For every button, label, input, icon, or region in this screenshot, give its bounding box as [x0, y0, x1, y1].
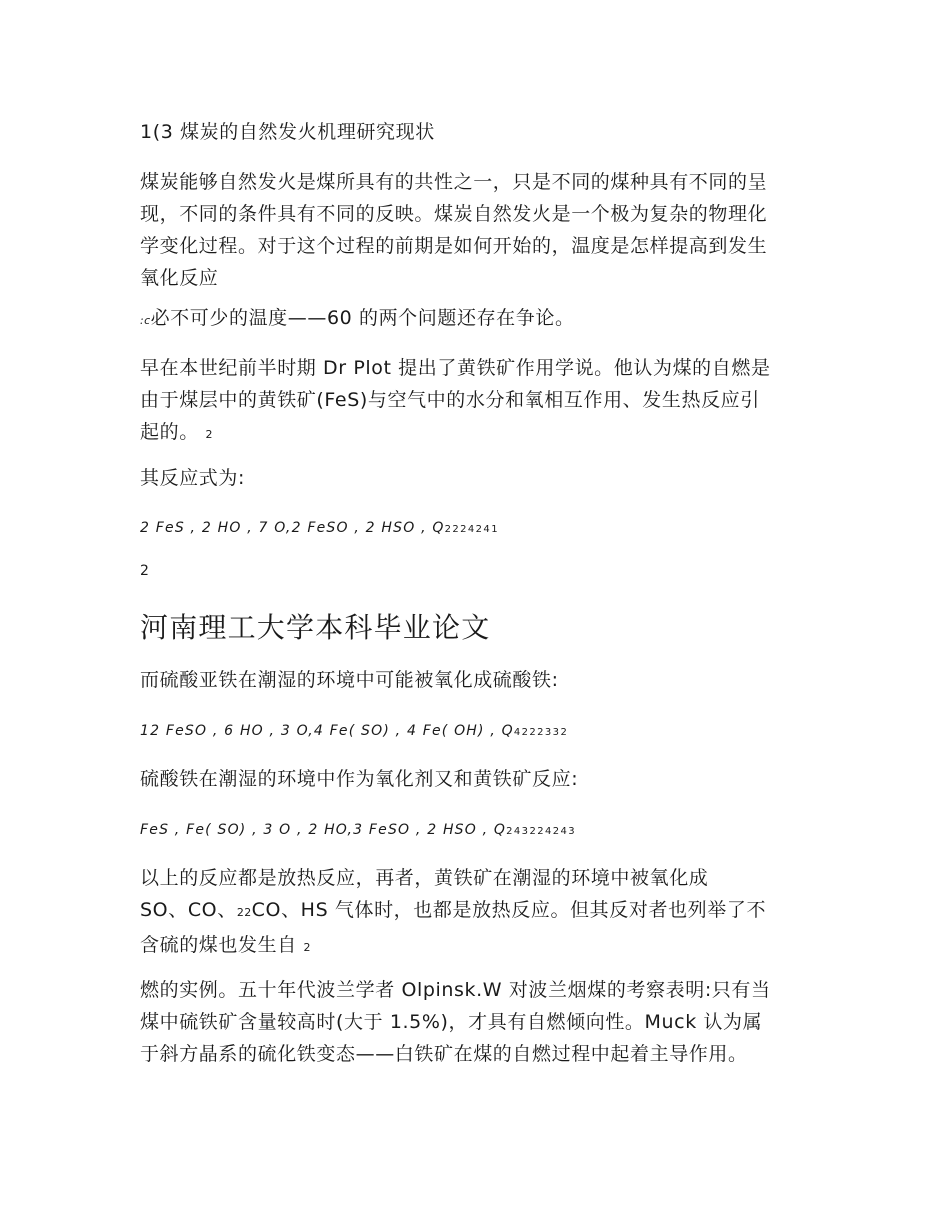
paragraph-line: 以上的反应都是放热反应，再者，黄铁矿在潮湿的环境中被氧化成 — [140, 867, 709, 889]
page-header-title: 河南理工大学本科毕业论文 — [140, 611, 491, 644]
paragraph-line: 煤中硫铁矿含量较高时(大于 1.5%)，才具有自燃倾向性。Muck 认为属 — [140, 1011, 763, 1033]
paragraph-2 — [140, 302, 820, 337]
equation-subscripts: 243224243 — [506, 826, 577, 837]
paragraph-line: 起的。 — [140, 421, 199, 443]
paragraph-1 — [140, 166, 820, 294]
equation-2 — [140, 723, 820, 739]
paragraph-line: 由于煤层中的黄铁矿(FeS)与空气中的水分和氧相互作用、发生热反应引 — [140, 389, 760, 411]
paragraph-3 — [140, 352, 820, 451]
paragraph-6: 硫酸铁在潮湿的环境中作为氧化剂又和黄铁矿反应: — [140, 768, 579, 790]
paragraph-line: 早在本世纪前半时期 Dr Plot 提出了黄铁矿作用学说。他认为煤的自燃是 — [140, 357, 771, 379]
section-title: 1(3 煤炭的自然发火机理研究现状 — [140, 121, 435, 143]
equation-subscripts: 2224241 — [444, 524, 499, 535]
subscript-text: 22 — [236, 906, 252, 919]
paragraph-line: 学变化过程。对于这个过程的前期是如何开始的，温度是怎样提高到发生 — [140, 235, 768, 257]
paragraph-5: 而硫酸亚铁在潮湿的环境中可能被氧化成硫酸铁: — [140, 669, 559, 691]
paragraph-text: 含硫的煤也发生自 — [140, 934, 297, 956]
paragraph-7 — [140, 862, 820, 964]
page-number: 2 — [140, 563, 149, 579]
paragraph-line: 氧化反应 — [140, 267, 219, 289]
paragraph-text: CO、HS 气体时，也都是放热反应。但其反对者也列举了不 — [251, 899, 767, 921]
inline-prefix: :c — [140, 314, 151, 327]
equation-subscripts: 4222332 — [513, 727, 569, 738]
paragraph-line: 燃的实例。五十年代波兰学者 Olpinsk.W 对波兰烟煤的考察表明:只有当 — [140, 979, 771, 1001]
subscript-text: 2 — [303, 941, 311, 954]
paragraph-line: 现，不同的条件具有不同的反映。煤炭自然发火是一个极为复杂的物理化 — [140, 203, 768, 225]
equation-main: 2 FeS , 2 HO , 7 O,2 FeSO , 2 HSO , Q — [140, 520, 445, 536]
paragraph-line: 于斜方晶系的硫化铁变态——白铁矿在煤的自燃过程中起着主导作用。 — [140, 1043, 748, 1065]
paragraph-line: 煤炭能够自然发火是煤所具有的共性之一，只是不同的煤种具有不同的呈 — [140, 171, 768, 193]
equation-3 — [140, 822, 820, 838]
paragraph-4: 其反应式为: — [140, 467, 246, 489]
footnote-marker: 2 — [205, 428, 213, 441]
equation-main: 12 FeSO , 6 HO , 3 O,4 Fe( SO) , 4 Fe( OH) , Q — [140, 723, 514, 739]
equation-main: FeS , Fe( SO) , 3 O , 2 HO,3 FeSO , 2 HSO , Q — [140, 822, 507, 838]
equation-1 — [140, 520, 820, 536]
paragraph-8 — [140, 974, 820, 1070]
paragraph-text: 必不可少的温度——60 的两个问题还存在争论。 — [150, 307, 575, 329]
paragraph-text: SO、CO、 — [140, 899, 237, 921]
